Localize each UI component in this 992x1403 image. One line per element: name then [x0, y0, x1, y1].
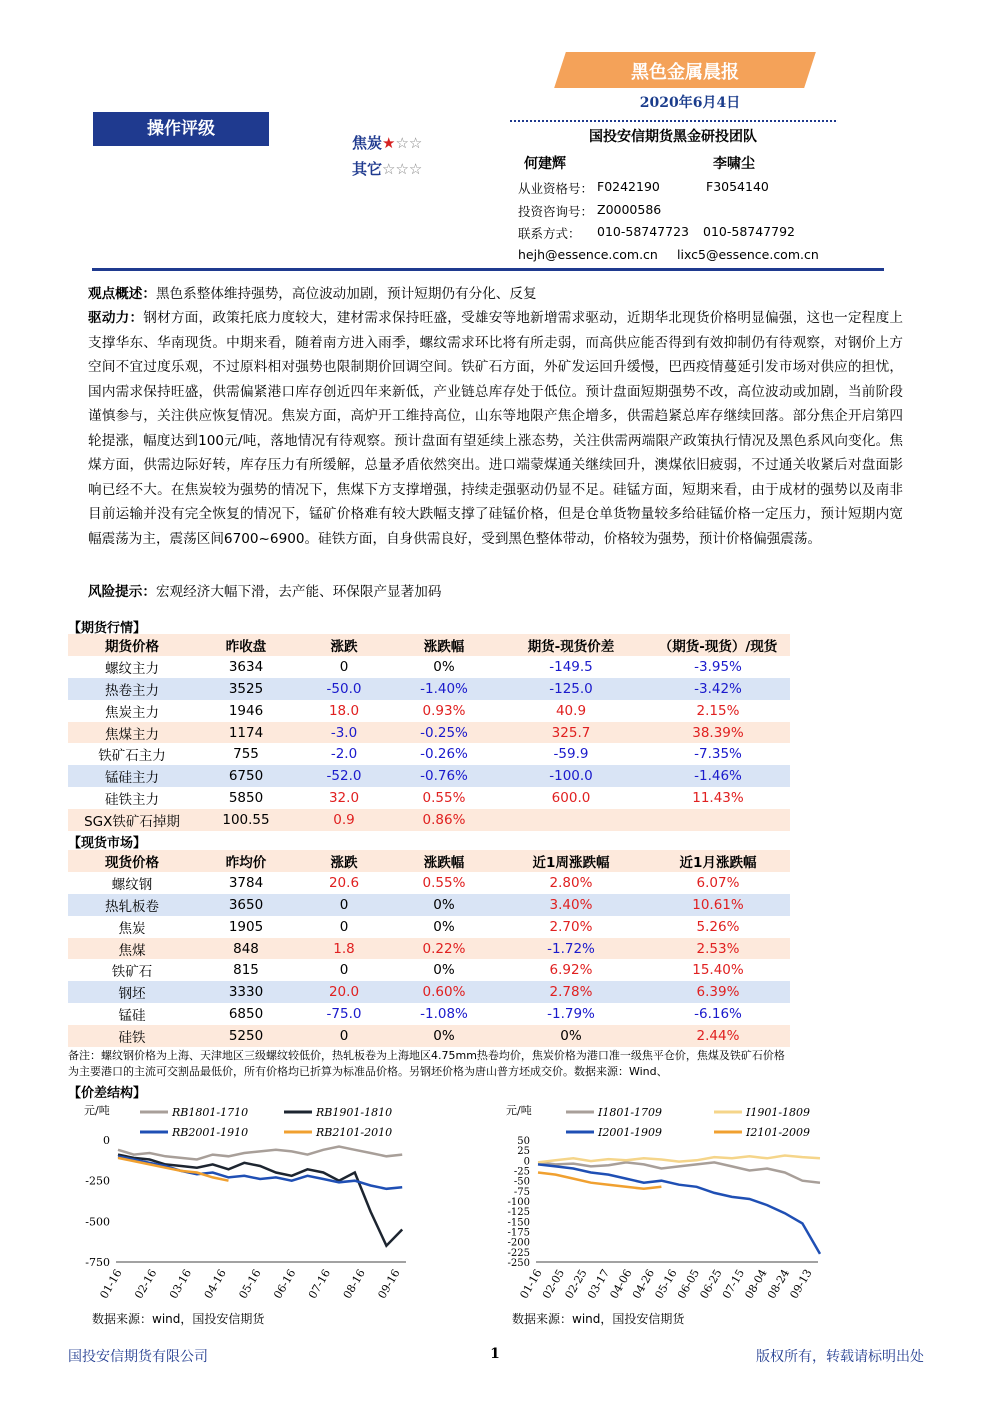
column-header: 期货-现货价差: [527, 638, 615, 655]
x-tick-label: 02-16: [132, 1267, 160, 1301]
x-tick-label: 03-17: [584, 1267, 613, 1301]
column-header: 涨跌: [330, 854, 358, 871]
y-tick-label: 50: [517, 1136, 530, 1147]
table-cell: 2.70%: [549, 918, 593, 935]
table-row: [68, 959, 790, 981]
risk-warning: 风险提示：宏观经济大幅下滑，去产能、环保限产显著加码: [88, 584, 442, 600]
table-cell: -1.08%: [420, 1006, 468, 1023]
table-cell: 5250: [228, 1028, 264, 1045]
table-cell: 15.40%: [692, 962, 744, 979]
table-cell: 0: [339, 896, 349, 913]
y-tick-label: -100: [507, 1197, 530, 1208]
y-tick-label: -225: [507, 1247, 530, 1259]
table-cell: 热卷主力: [105, 682, 159, 699]
x-tick-label: 07-16: [305, 1267, 334, 1301]
table-cell: -6.16%: [694, 1006, 742, 1023]
y-tick-label: -250: [85, 1174, 110, 1188]
table-cell: 6750: [228, 768, 264, 785]
table-cell: -100.0: [549, 768, 593, 785]
column-header: 近1周涨跌幅: [532, 854, 610, 871]
y-tick-label: -50: [513, 1176, 530, 1188]
cert-label: 从业资格号：: [518, 181, 594, 196]
cert-number: F0242190: [597, 179, 660, 194]
series-line: [118, 1147, 402, 1160]
y-axis-unit: 元/吨: [84, 1104, 110, 1117]
table-note: 备注：螺纹钢价格为上海、天津地区三级螺纹较低价，热轧板卷为上海地区4.75mm热卷均价，焦炭价格为港口准一级焦平仓价，焦煤及铁矿石价格为主要港口的主流可交割品最低价，所有价格均已折算为标准品价格。另钢坯价格为唐山普方坯成交价。数据来源：Wind、: [68, 1049, 785, 1078]
legend-label: RB2101-2010: [316, 1126, 393, 1139]
y-tick-label: -25: [513, 1166, 530, 1178]
table-cell: 0.9: [333, 812, 355, 829]
analyst-name: 何建辉: [524, 156, 566, 172]
x-tick-label: 08-16: [340, 1267, 368, 1301]
column-header: 昨收盘: [225, 638, 267, 655]
futures-table: [68, 634, 790, 831]
table-cell: 3.40%: [549, 896, 593, 913]
email-link[interactable]: lixc5@essence.com.cn: [677, 247, 819, 262]
table-cell: 0: [339, 1028, 349, 1045]
table-cell: 3784: [228, 874, 264, 891]
cert-number: F3054140: [706, 179, 769, 194]
table-cell: 3330: [228, 984, 264, 1001]
table-cell: 11.43%: [692, 790, 744, 807]
y-tick-label: -125: [507, 1207, 530, 1219]
driver-analysis: 驱动力：钢材方面，政策托底力度较大，建材需求保持旺盛，受雄安等地新增需求驱动，近期华北现货价格明显偏强，这也一定程度上支撑华东、华南现货。中期来看，随着南方进入雨季，螺纹需求环比将有所走弱，而高供应能否得到有效抑制仍有待观察，对钢价上方空间不宜过度乐观，不过原料相对强势也限制期价回调空间。铁矿石方面，外矿发运回升缓慢，巴西疫情蔓延引发市场对供应的担忧，国内需求保持旺盛，供需偏紧港口库存创近四年来新低，产业链总库存处于低位。预计盘面短期强势不改，高位波动或加剧，当前阶段谨慎参与，关注供应恢复情况。焦炭方面，高炉开工维持高位，山东等地限产焦企增多，供需趋紧总库存继续回落。部分焦企开启第四轮提涨，幅度达到100元/吨，落地情况有待观察。预计盘面有望延续上涨态势，关注供需两端限产政策执行情况及黑色系风向变化。焦煤方面，供需边际好转，库存压力有所缓解，总量矛盾依然突出。进口端蒙煤通关继续回升，澳煤依旧疲弱，不过通关收紧后对盘面影响已经不大。在焦炭较为强势的情况下，焦煤下方支撑增强，持续走强驱动仍显不足。硅锰方面，短期来看，由于成材的强势以及南非目前运输并没有完全恢复的情况下，锰矿价格难有较大跌幅支撑了硅锰价格，但是仓单货物量较多给硅锰价格一定压力，预计短期内宽幅震荡为主，震荡区间6700~6900。硅铁方面，自身供需良好，受到黑色整体带动，价格较为强势，预计价格偏强震荡。: [88, 310, 904, 547]
table-cell: 0.55%: [422, 790, 466, 807]
table-cell: 焦煤主力: [105, 726, 159, 743]
rating-title: 操作评级: [93, 112, 269, 146]
table-row: [68, 765, 790, 787]
table-header-row: [68, 634, 790, 656]
consult-label: 投资咨询号：: [518, 204, 594, 219]
table-cell: -149.5: [549, 658, 593, 675]
table-cell: 10.61%: [692, 896, 744, 913]
column-header: （期货-现货）/现货: [658, 638, 778, 655]
x-tick-label: 09-13: [787, 1267, 815, 1301]
table-cell: 3650: [228, 896, 264, 913]
table-cell: 0.60%: [422, 984, 466, 1001]
table-cell: 6.07%: [696, 874, 740, 891]
table-cell: 焦炭: [118, 920, 146, 937]
contact-label: 联系方式：: [518, 226, 581, 241]
table-cell: 0: [339, 962, 349, 979]
y-tick-label: -500: [85, 1215, 110, 1229]
table-cell: -0.26%: [420, 746, 468, 763]
x-tick-label: 01-16: [517, 1267, 545, 1301]
table-cell: 锰硅主力: [105, 770, 159, 787]
table-cell: -50.0: [326, 680, 362, 697]
x-tick-label: 04-16: [201, 1267, 229, 1301]
rating-coke: 焦炭★☆☆: [352, 134, 423, 152]
chart-source: 数据来源：wind，国投安信期货: [92, 1312, 265, 1326]
table-cell: -3.42%: [694, 680, 742, 697]
table-cell: 0.93%: [422, 702, 466, 719]
y-tick-label: 0: [103, 1134, 110, 1147]
table-cell: 3525: [228, 680, 264, 697]
table-cell: [646, 809, 790, 831]
analyst-name: 李啸尘: [713, 156, 755, 172]
table-cell: -52.0: [326, 768, 362, 785]
y-tick-label: -75: [513, 1186, 530, 1198]
table-cell: -2.0: [330, 746, 358, 763]
table-row: [68, 722, 790, 744]
table-cell: 螺纹主力: [105, 660, 159, 677]
table-row: [68, 743, 790, 765]
table-row: [68, 981, 790, 1003]
table-cell: 5850: [228, 790, 264, 807]
table-cell: -1.40%: [420, 680, 468, 697]
table-cell: 2.78%: [549, 984, 593, 1001]
table-cell: 硅铁: [118, 1030, 146, 1047]
table-cell: -1.46%: [694, 768, 742, 785]
table-cell: 815: [233, 962, 259, 979]
column-header: 近1月涨跌幅: [679, 854, 757, 871]
page-number: 1: [490, 1346, 500, 1362]
table-cell: SGX铁矿石掉期: [84, 814, 180, 831]
table-cell: -3.0: [330, 724, 358, 741]
table-cell: 硅铁主力: [105, 792, 159, 809]
x-tick-label: 01-16: [97, 1267, 125, 1301]
table-row: [68, 700, 790, 722]
x-tick-label: 04-26: [629, 1267, 658, 1301]
table-cell: 325.7: [551, 724, 591, 741]
x-tick-label: 08-24: [764, 1267, 793, 1301]
table-cell: 6.92%: [549, 962, 593, 979]
table-cell: 2.53%: [696, 940, 740, 957]
table-cell: -0.25%: [420, 724, 468, 741]
column-header: 现货价格: [105, 854, 159, 871]
table-cell: 0%: [433, 658, 455, 675]
table-cell: 0.22%: [422, 940, 466, 957]
table-cell: 0%: [560, 1028, 582, 1045]
legend-label: RB1801-1710: [172, 1106, 249, 1119]
legend-label: I2101-2009: [746, 1126, 811, 1139]
footer-copyright: 版权所有，转载请标明出处: [756, 1349, 924, 1365]
header-divider: [92, 268, 884, 271]
table-cell: 6850: [228, 1006, 264, 1023]
email-link[interactable]: hejh@essence.com.cn: [518, 247, 658, 262]
table-cell: -1.72%: [547, 940, 595, 957]
table-cell: 0%: [433, 962, 455, 979]
series-line: [538, 1164, 820, 1254]
table-cell: 100.55: [222, 812, 270, 829]
table-cell: 热轧板卷: [105, 898, 159, 915]
team-name: 国投安信期货黑金研投团队: [589, 129, 757, 145]
table-cell: -3.95%: [694, 658, 742, 675]
table-cell: -59.9: [553, 746, 589, 763]
legend-label: I2001-1909: [598, 1126, 663, 1139]
table-cell: 0: [339, 918, 349, 935]
table-cell: -1.79%: [547, 1006, 595, 1023]
y-axis-unit: 元/吨: [506, 1104, 532, 1117]
table-cell: 焦煤: [118, 942, 146, 959]
table-cell: 6.39%: [696, 984, 740, 1001]
x-tick-label: 06-16: [271, 1267, 299, 1301]
column-header: 涨跌幅: [423, 638, 465, 655]
series-line: [118, 1158, 229, 1181]
series-line: [538, 1173, 661, 1189]
table-cell: 38.39%: [692, 724, 744, 741]
legend-label: I1901-1809: [746, 1106, 811, 1119]
spot-table: [68, 850, 790, 1047]
table-row: [68, 916, 790, 938]
y-tick-label: 25: [517, 1146, 530, 1158]
table-cell: 铁矿石主力: [98, 748, 166, 765]
y-tick-label: 0: [523, 1156, 530, 1168]
table-cell: 20.0: [328, 984, 360, 1001]
rating-other: 其它☆☆☆: [352, 160, 423, 178]
x-tick-label: 06-25: [697, 1267, 725, 1301]
table-cell: 焦炭主力: [105, 704, 159, 721]
iron-ore-spread-chart: [500, 1100, 830, 1315]
table-cell: 锰硅: [118, 1008, 146, 1025]
table-cell: 755: [233, 746, 259, 763]
table-cell: 钢坯: [118, 986, 146, 1003]
table-header-row: [68, 850, 790, 872]
table-cell: 40.9: [555, 702, 587, 719]
table-cell: 螺纹钢: [111, 876, 153, 893]
table-row: [68, 872, 790, 894]
table-row: [68, 678, 790, 700]
x-tick-label: 04-06: [607, 1267, 635, 1301]
table-row: [68, 787, 790, 809]
legend-label: RB2001-1910: [172, 1126, 249, 1139]
table-cell: 1174: [228, 724, 264, 741]
x-tick-label: 07-15: [719, 1267, 748, 1301]
table-cell: -75.0: [326, 1006, 362, 1023]
table-cell: 600.0: [551, 790, 591, 807]
x-tick-label: 02-05: [539, 1267, 568, 1301]
table-row: [68, 894, 790, 916]
star-empty-icon: ☆☆: [395, 134, 423, 152]
phone-number: 010-58747792: [703, 224, 795, 239]
table-cell: [496, 809, 646, 831]
x-tick-label: 02-25: [562, 1267, 590, 1301]
y-tick-label: -200: [507, 1237, 530, 1249]
table-cell: 2.44%: [696, 1028, 740, 1045]
table-cell: -7.35%: [694, 746, 742, 763]
x-tick-label: 05-16: [652, 1267, 680, 1301]
view-summary: 观点概述：黑色系整体维持强势，高位波动加剧，预计短期仍有分化、反复: [88, 286, 537, 302]
table-row: [68, 1025, 790, 1047]
structure-section-title: 【价差结构】: [68, 1086, 147, 1101]
table-cell: 1905: [228, 918, 264, 935]
column-header: 涨跌幅: [423, 854, 465, 871]
chart-source: 数据来源：wind，国投安信期货: [512, 1312, 685, 1326]
table-cell: 0%: [433, 896, 455, 913]
table-cell: 18.0: [328, 702, 360, 719]
table-cell: -0.76%: [420, 768, 468, 785]
footer-company: 国投安信期货有限公司: [68, 1349, 208, 1365]
x-tick-label: 03-16: [166, 1267, 195, 1301]
table-cell: 1.8: [333, 940, 355, 957]
table-cell: 1946: [228, 702, 264, 719]
column-header: 涨跌: [330, 638, 358, 655]
table-cell: 0%: [433, 918, 455, 935]
spot-section-title: 【现货市场】: [68, 836, 147, 851]
star-icon: ★: [382, 134, 396, 152]
series-line: [538, 1156, 820, 1163]
report-date: 2020年6月4日: [639, 95, 741, 111]
table-row: [68, 656, 790, 678]
table-cell: 2.15%: [696, 702, 740, 719]
table-cell: 32.0: [328, 790, 360, 807]
consult-number: Z0000586: [597, 202, 662, 217]
table-cell: 5.26%: [696, 918, 740, 935]
table-cell: 0.55%: [422, 874, 466, 891]
phone-number: 010-58747723: [597, 224, 689, 239]
y-tick-label: -750: [85, 1256, 110, 1269]
column-header: 期货价格: [105, 638, 159, 655]
report-title: 黑色金属晨报: [631, 62, 739, 83]
table-row: [68, 938, 790, 960]
x-tick-label: 08-04: [742, 1267, 770, 1301]
table-row: [68, 1003, 790, 1025]
column-header: 昨均价: [225, 854, 267, 871]
legend-label: I1801-1709: [598, 1106, 663, 1119]
table-row: [68, 809, 790, 831]
table-cell: -125.0: [549, 680, 593, 697]
table-cell: 铁矿石: [111, 964, 153, 981]
table-cell: 0%: [433, 1028, 455, 1045]
futures-section-title: 【期货行情】: [68, 621, 147, 636]
y-tick-label: -175: [507, 1227, 530, 1239]
table-cell: 2.80%: [549, 874, 593, 891]
table-cell: 0: [339, 658, 349, 675]
table-cell: 0.86%: [422, 812, 466, 829]
x-tick-label: 09-16: [375, 1267, 403, 1301]
table-cell: 848: [233, 940, 259, 957]
y-tick-label: -150: [507, 1217, 530, 1229]
x-tick-label: 06-05: [674, 1267, 703, 1301]
table-cell: 20.6: [328, 874, 360, 891]
table-cell: 3634: [228, 658, 264, 675]
rebar-spread-chart: [78, 1100, 428, 1315]
legend-label: RB1901-1810: [316, 1106, 393, 1119]
star-empty-icon: ☆☆☆: [382, 160, 423, 178]
x-tick-label: 05-16: [236, 1267, 264, 1301]
team-divider: [510, 120, 836, 122]
series-line: [118, 1155, 402, 1246]
y-tick-label: -250: [507, 1258, 530, 1269]
